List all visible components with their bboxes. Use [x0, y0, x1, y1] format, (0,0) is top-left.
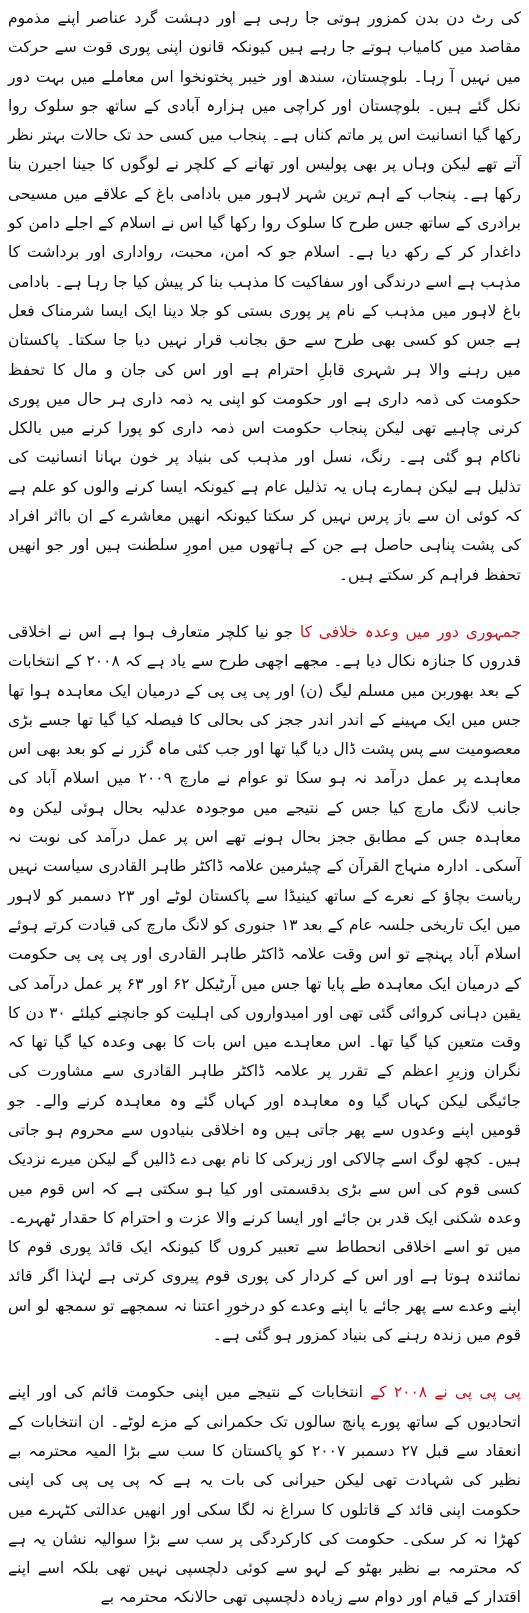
paragraph-text: جو نیا کلچر متعارف ہوا ہے اس نے اخلاقی قدروں کا جنازہ نکال دیا ہے۔ مجھے اچھی طرح سے یاد ہے کہ ۲۰۰۸ کے انتخابات کے بعد بھوربن میں مسلم لیگ (ن) اور پی پی پی کے درمیان ایک معاہدہ ہوا تھا جس میں ایک مہینے کے اندر اندر ججز کی بحالی کا فیصلہ کیا گیا تھا جسے بڑی معصومیت سے پس پشت ڈال دیا گیا تھا اور جب کئی ماہ گزر نے کو بعد بھی اس معاہدے پر عمل درآمد نہ ہو سکا تو عوام نے مارچ ۲۰۰۹ میں اسلام آباد کی جانب لانگ مارچ کیا جس کے نتیجے میں موجودہ عدلیہ بحال ہوئی لیکن وہ معاہدہ جس کے مطابق ججز بحال ہونے تھے اس پر عمل درآمد کی نوبت نہ آسکی۔ ادارہ منہاج القرآن کے چیئرمین علامہ ڈاکٹر طاہر القادری سیاست نہیں ریاست بچاؤ کے نعرے کے ساتھ کینیڈا سے پاکستان لوٹے اور ۲۳ دسمبر کو لاہور میں ایک تاریخی جلسہ عام کے بعد ۱۳ جنوری کو لانگ مارچ کی قیادت کرتے ہوئے اسلام آباد پہنچے تو اس وقت علامہ ڈاکٹر طاہر القادری اور پی پی پی حکومت کے درمیان ایک معاہدہ طے پایا تھا جس میں آرٹیکل ۶۲ اور ۶۳ پر عمل درآمد کی یقین دہانی کروائی گئی تھی اور امیدواروں کی اہلیت کو جانچنے کیلئے ۳۰ دن کا وقت متعین کیا گیا تھا۔ اس معاہدے میں اس بات کا بھی وعدہ کیا گیا تھا کہ نگران وزیرِ اعظم کے تقرر پر علامہ ڈاکٹر طاہر القادری سے مشاورت کی جائیگی لیکن کہاں گیا وہ معاہدہ اور کہاں گئے وہ معاہدہ کرنے والے۔ جو قومیں اپنے وعدوں سے پھر جاتی ہیں وہ اخلاقی بنیادوں سے محروم ہو جاتی ہیں۔ کچھ لوگ اسے چالاکی اور زیرکی کا نام بھی دے ڈالیں گے لیکن میرے نزدیک کسی قوم کی اس سے بڑی بدقسمتی اور کیا ہو سکتی ہے کہ اس قوم میں وعدہ شکنی ایک قدر بن جائے اور ایسا کرنے والا عزت و احترام کا حقدار ٹھہرے۔ میں تو اسے اخلاقی انحطاط سے تعبیر کروں گا کیونکہ ایک قائد پوری قوم کا نمائندہ ہوتا ہے اور اس کے کردار کی پوری قوم پیروی کرتی ہے لہٰذا اگر قائد اپنے وعدے سے پھر جائے یا اپنے وعدے کو درخورِ اعتنا نہ سمجھے تو سمجھ لو اس قوم میں زندہ رہنے کی بنیاد کمزور ہو گئی ہے۔ [8, 622, 522, 1345]
paragraph-ppp-government [8, 1378, 521, 1612]
paragraph-law-and-order [8, 4, 521, 590]
paragraph-text: انتخابات کے نتیجے میں اپنی حکومت قائم کی اور اپنے اتحادیوں کے ساتھ پورے پانچ سالوں تک حکمرانی کے مزے لوٹے۔ ان انتخابات کے انعقاد سے قبل ۲۷ دسمبر ۲۰۰۷ کو پاکستان کا سب سے بڑا المیہ محترمہ بے نظیر کی شہادت تھی لیکن حیرانی کی بات یہ ہے کہ پی پی پی کی اپنی حکومت اپنی قائد کے قاتلوں کا سراغ نہ لگا سکی اور انھیں عدالتی کٹہرے میں کھڑا نہ کر سکی۔ حکومت کی کارکردگی پر سب سے بڑا سوالیہ نشان یہ ہے کہ محترمہ بے نظیر بھٹو کے لہو سے کوئی دلچسپی نہیں تھی بلکہ اسے اپنے اقتدار کے قیام اور دوام سے زیادہ دلچسپی تھی حالانکہ محترمہ بے [8, 1383, 522, 1607]
paragraph-highlight: جمہوری دور میں وعدہ خلافی کا [299, 622, 521, 641]
paragraph-highlight: پی پی پی نے ۲۰۰۸ کے [370, 1383, 521, 1402]
paragraph-broken-promises [8, 618, 521, 1350]
paragraph-text: کی رٹ دن بدن کمزور ہوتی جا رہی ہے اور دہشت گرد عناصر اپنے مذموم مقاصد میں کامیاب ہوتے جا رہے ہیں کیونکہ قانون اپنی پوری قوت سے حرکت میں نہیں آ رہا۔ بلوچستان، سندھ اور خیبر پختونخوا اس معاملے میں بہت دور نکل گئے ہیں۔ بلوچستان اور کراچی میں ہزارہ آبادی کے ساتھ جو سلوک روا رکھا گیا انسانیت اس پر ماتم کناں ہے۔ پنجاب میں کسی حد تک حالات بہتر نظر آتے تھے لیکن وہاں پر بھی پولیس اور تھانے کے کلچر نے لوگوں کا جینا اجیرن بنا رکھا ہے۔ پنجاب کے اہم ترین شہر لاہور میں بادامی باغ کے علاقے میں مسیحی برادری کے ساتھ جس طرح کا سلوک روا رکھا گیا اس نے اسلام کے اجلے دامن کو داغدار کر کے رکھ دیا ہے۔ اسلام جو کہ امن، محبت، رواداری اور برداشت کا مذہب ہے اسے درندگی اور سفاکیت کا مذہب بنا کر پیش کیا جا رہا ہے۔ بادامی باغ لاہور میں مذہب کے نام پر پوری بستی کو جلا دینا ایک ایسا شرمناک فعل ہے جس کو کسی بھی طرح سے حق بجانب قرار نہیں دیا جا سکتا۔ پاکستان میں رہنے والا ہر شہری قابلِ احترام ہے اور اس کی جان و مال کا تحفظ حکومت کی ذمہ داری ہے اور حکومت کو اپنی یہ ذمہ داری ہر حال میں پوری کرنی چاہیے تھی لیکن پنجاب حکومت اس ذمہ داری کو پورا کرنے میں بالکل ناکام ہو گئی ہے۔ رنگ، نسل اور مذہب کی بنیاد پر خون بہانا انسانیت کی تذلیل ہے لیکن ہمارے ہاں یہ تذلیل عام ہے کیونکہ ایسا کرنے والوں کو علم ہے کہ کوئی ان سے باز پرس نہیں کر سکتا کیونکہ انھیں معاشرے کے ان بااثر افراد کی پشت پناہی حاصل ہے جن کے ہاتھوں میں امورِ سلطنت ہیں اور جو انھیں تحفظ فراہم کر سکتے ہیں۔ [8, 9, 521, 584]
